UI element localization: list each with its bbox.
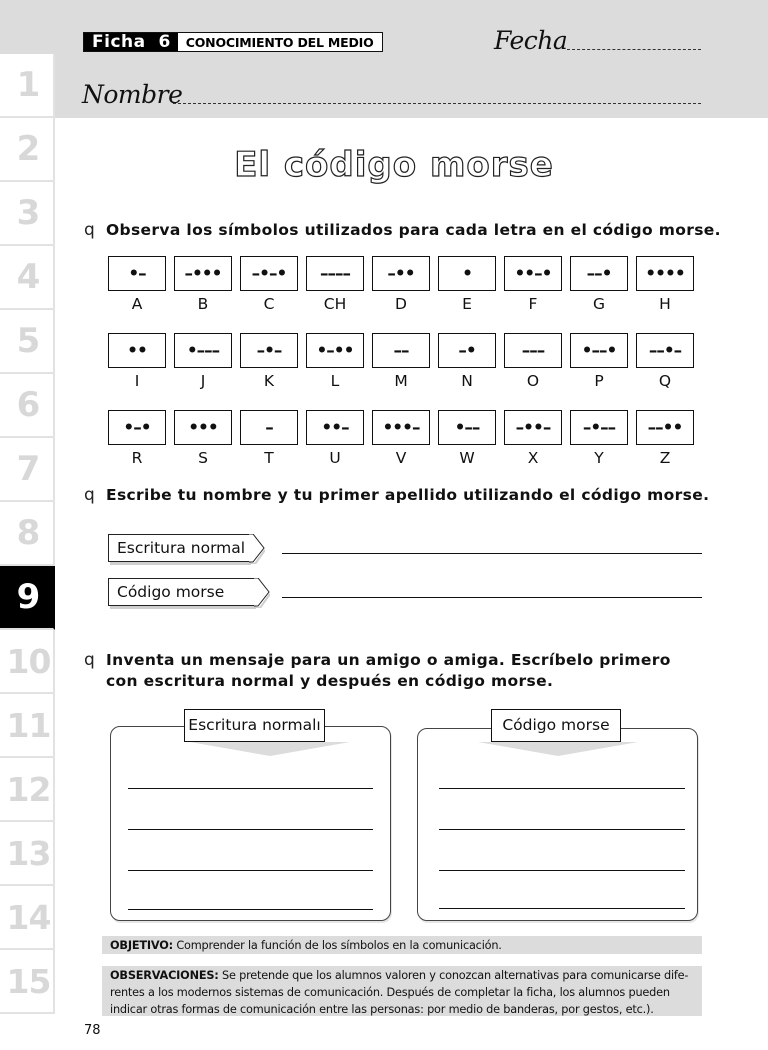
morse-symbol: •–•• [306, 333, 364, 368]
message-box-normal-header: Escritura normalı [184, 709, 325, 742]
morse-cell [504, 256, 562, 313]
morse-code-table [108, 256, 700, 487]
objective-note [102, 936, 702, 954]
morse-symbol: ––•– [636, 333, 694, 368]
side-tab-10[interactable]: 10 [0, 630, 55, 694]
side-tab-11[interactable]: 11 [0, 694, 55, 758]
message-box-morse [417, 728, 698, 921]
morse-letter: R [131, 449, 143, 467]
name-field[interactable] [173, 103, 701, 104]
morse-cell [174, 333, 232, 390]
objective-text: Comprender la función de los símbolos en la comunicación. [176, 939, 502, 952]
morse-symbol: ––– [504, 333, 562, 368]
side-tab-13[interactable]: 13 [0, 822, 55, 886]
morse-cell [438, 410, 496, 467]
morse-letter: Z [659, 449, 671, 467]
morse-cell [636, 333, 694, 390]
morse-symbol: –•– [240, 333, 298, 368]
morse-cell [306, 333, 364, 390]
morse-letter: L [330, 372, 340, 390]
date-field[interactable] [567, 49, 701, 50]
arrow-tip-icon [249, 534, 265, 564]
morse-letter: X [527, 449, 539, 467]
morse-letter: S [198, 449, 208, 467]
side-tab-4[interactable]: 4 [0, 246, 55, 310]
side-tab-9-active[interactable]: 9 [0, 566, 55, 630]
morse-letter: T [264, 449, 274, 467]
morse-letter: Q [658, 372, 672, 390]
message-normal-line-1[interactable] [128, 788, 373, 789]
morse-symbol: •–– [438, 410, 496, 445]
morse-symbol: –––– [306, 256, 364, 291]
morse-symbol: ••– [306, 410, 364, 445]
name-morse-answer-line[interactable] [282, 597, 702, 598]
morse-symbol: •––• [570, 333, 628, 368]
side-tab-2[interactable]: 2 [0, 118, 55, 182]
name-normal-answer-line[interactable] [282, 553, 702, 554]
morse-letter: O [526, 372, 540, 390]
label-text: Escritura normal [108, 534, 249, 562]
side-tab-1[interactable]: 1 [0, 54, 55, 118]
instruction-write-name: Escribe tu nombre y tu primer apellido utilizando el código morse. [106, 486, 710, 504]
observations-label: OBSERVACIONES: [110, 969, 219, 982]
morse-letter: U [329, 449, 341, 467]
page-title: El código morse [234, 145, 554, 185]
morse-symbol: ––• [570, 256, 628, 291]
morse-cell [438, 256, 496, 313]
morse-letter: E [462, 295, 472, 313]
message-normal-line-2[interactable] [128, 829, 373, 830]
morse-cell [174, 410, 232, 467]
bullet-icon: q [84, 485, 95, 505]
morse-symbol: •–• [108, 410, 166, 445]
observations-note [102, 966, 702, 1016]
ficha-number-label [84, 33, 178, 51]
side-tab-6[interactable]: 6 [0, 374, 55, 438]
morse-letter: B [197, 295, 209, 313]
ficha-number: 6 [158, 32, 171, 52]
morse-symbol: •••– [372, 410, 430, 445]
bullet-icon: q [84, 220, 95, 240]
page-number: 78 [84, 1023, 101, 1038]
morse-symbol: ••–• [504, 256, 562, 291]
morse-cell [570, 256, 628, 313]
morse-cell [306, 256, 364, 313]
message-normal-line-3[interactable] [128, 870, 373, 871]
morse-row-2 [108, 333, 700, 390]
arrow-tip-icon [254, 578, 270, 608]
morse-symbol: –••– [504, 410, 562, 445]
morse-symbol: •• [108, 333, 166, 368]
morse-symbol: –••• [174, 256, 232, 291]
morse-symbol: •––– [174, 333, 232, 368]
message-morse-line-1[interactable] [439, 788, 685, 789]
morse-cell [570, 410, 628, 467]
side-tab-7[interactable]: 7 [0, 438, 55, 502]
morse-letter: A [131, 295, 143, 313]
bullet-icon: q [84, 650, 95, 670]
message-normal-line-4[interactable] [128, 909, 373, 910]
morse-letter: I [134, 372, 140, 390]
morse-letter: D [395, 295, 407, 313]
morse-letter: G [592, 295, 605, 313]
observations-text-3: indicar otras formas de comunicación entre las personas: por medio de banderas, por gestos, etc.). [110, 1003, 654, 1016]
morse-cell [636, 256, 694, 313]
morse-letter: M [394, 372, 408, 390]
message-box-morse-header: Código morse [491, 709, 621, 742]
morse-cell [108, 410, 166, 467]
side-tabs [0, 54, 55, 1014]
morse-letter: N [461, 372, 473, 390]
morse-letter: K [263, 372, 275, 390]
header-shadow [478, 742, 638, 756]
morse-cell [504, 333, 562, 390]
morse-symbol: –•–• [240, 256, 298, 291]
instruction-message-line2: con escritura normal y después en código morse. [106, 672, 554, 690]
morse-cell [108, 256, 166, 313]
morse-cell [570, 333, 628, 390]
subject-label: CONOCIMIENTO DEL MEDIO [178, 33, 382, 51]
morse-symbol: ••• [174, 410, 232, 445]
morse-cell [372, 410, 430, 467]
morse-letter: J [200, 372, 206, 390]
morse-cell [240, 256, 298, 313]
ficha-label: Ficha [92, 32, 146, 52]
morse-cell [372, 256, 430, 313]
name-label: Nombre [82, 80, 183, 109]
label-text: Código morse [108, 578, 254, 606]
morse-symbol: •••• [636, 256, 694, 291]
morse-symbol: –• [438, 333, 496, 368]
header-shadow [190, 742, 350, 756]
message-morse-line-4[interactable] [439, 908, 685, 909]
morse-symbol: –•–– [570, 410, 628, 445]
morse-cell [240, 333, 298, 390]
morse-letter: W [459, 449, 475, 467]
morse-symbol: •– [108, 256, 166, 291]
morse-cell [504, 410, 562, 467]
objective-label: OBJETIVO: [110, 939, 173, 952]
instruction-observe: Observa los símbolos utilizados para cada letra en el código morse. [106, 221, 721, 239]
side-tab-12[interactable]: 12 [0, 758, 55, 822]
morse-letter: V [395, 449, 407, 467]
morse-letter: F [528, 295, 538, 313]
morse-letter: H [659, 295, 671, 313]
instruction-message-line1: Inventa un mensaje para un amigo o amiga. Escríbelo primero [106, 651, 671, 669]
date-label: Fecha [494, 26, 568, 55]
morse-symbol: – [240, 410, 298, 445]
message-morse-line-3[interactable] [439, 870, 685, 871]
label-escritura-normal [108, 534, 265, 562]
side-tab-3[interactable]: 3 [0, 182, 55, 246]
label-codigo-morse [108, 578, 270, 606]
morse-cell [438, 333, 496, 390]
ficha-tag [83, 32, 383, 52]
observations-text-1: Se pretende que los alumnos valoren y conozcan alternativas para comunicarse dife- [222, 969, 689, 982]
morse-cell [174, 256, 232, 313]
morse-cell [240, 410, 298, 467]
morse-cell [372, 333, 430, 390]
morse-cell [108, 333, 166, 390]
morse-letter: Y [594, 449, 604, 467]
morse-letter: CH [323, 295, 347, 313]
side-tab-15[interactable]: 15 [0, 950, 55, 1014]
morse-letter: P [594, 372, 604, 390]
morse-symbol: • [438, 256, 496, 291]
side-tab-14[interactable]: 14 [0, 886, 55, 950]
morse-row-3 [108, 410, 700, 467]
morse-cell [636, 410, 694, 467]
morse-letter: C [263, 295, 275, 313]
morse-row-1 [108, 256, 700, 313]
morse-symbol: –•• [372, 256, 430, 291]
morse-symbol: ––•• [636, 410, 694, 445]
side-tab-8[interactable]: 8 [0, 502, 55, 566]
morse-cell [306, 410, 364, 467]
side-tab-5[interactable]: 5 [0, 310, 55, 374]
morse-symbol: –– [372, 333, 430, 368]
observations-text-2: rentes a los modernos sistemas de comunicación. Después de completar la ficha, los alumnos pueden [110, 986, 670, 999]
message-morse-line-2[interactable] [439, 829, 685, 830]
